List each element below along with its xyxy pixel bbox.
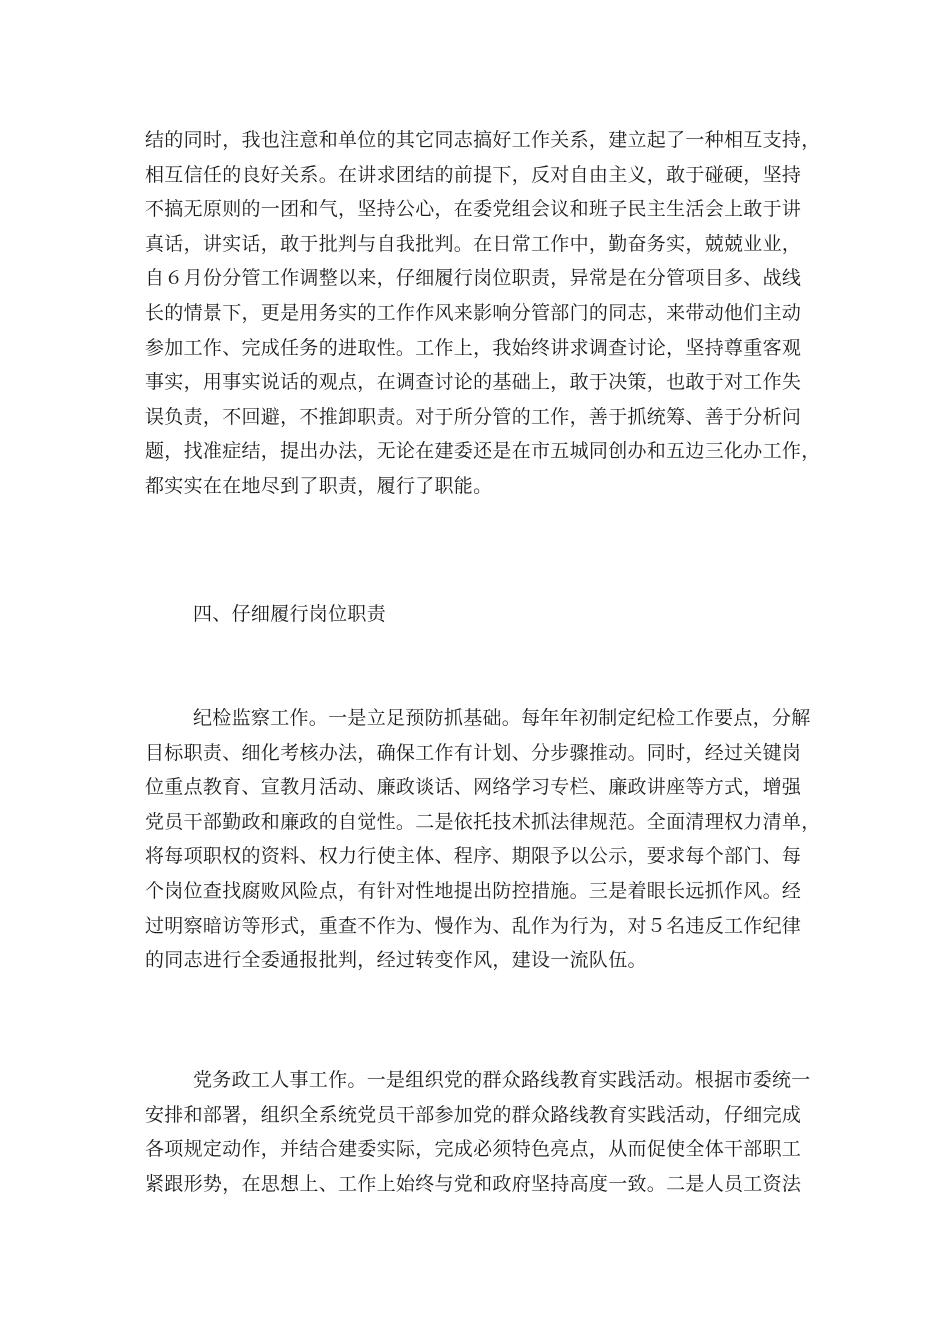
paragraph-discipline-inspection — [145, 701, 825, 978]
text-line: 误负责，不回避，不推卸职责。对于所分管的工作，善于抓统筹、善于分析问 — [145, 405, 802, 428]
text-line: 位重点教育、宣教月活动、廉政谈话、网络学习专栏、廉政讲座等方式，增强 — [145, 776, 802, 799]
text-line: 长的情景下，更是用务实的工作作风来影响分管部门的同志，来带动他们主动 — [145, 301, 802, 324]
text-line: 参加工作、完成任务的进取性。工作上，我始终讲求调查讨论，坚持尊重客观 — [145, 336, 802, 359]
text-line: 的同志进行全委通报批判，经过转变作风，建设一流队伍。 — [145, 949, 647, 972]
text-line: 不搞无原则的一团和气，坚持公心，在委党组会议和班子民主生活会上敢于讲 — [145, 198, 802, 221]
text-line: 纪检监察工作。一是立足预防抓基础。每年年初制定纪检工作要点，分解 — [193, 707, 811, 729]
paragraph-continuation — [145, 123, 825, 504]
section-heading — [145, 597, 825, 632]
text-line: 目标职责、细化考核办法，确保工作有计划、分步骤推动。同时，经过关键岗 — [145, 741, 802, 764]
text-line: 个岗位查找腐败风险点，有针对性地提出防控措施。三是着眼长远抓作风。经 — [145, 879, 802, 902]
text-line: 真话，讲实话，敢于批判与自我批判。在日常工作中，勤奋务实，兢兢业业， — [145, 232, 802, 255]
text-line: 事实，用事实说话的观点，在调查讨论的基础上，敢于决策，也敢于对工作失 — [145, 371, 802, 394]
text-line: 结的同时，我也注意和单位的其它同志搞好工作关系，建立起了一种相互支持， — [145, 129, 821, 151]
text-line: 相互信任的良好关系。在讲求团结的前提下，反对自由主义，敢于碰硬，坚持 — [145, 163, 802, 186]
text-line: 党务政工人事工作。一是组织党的群众路线教育实践活动。根据市委统一 — [193, 1069, 811, 1091]
text-line: 自６月份分管工作调整以来，仔细履行岗位职责，异常是在分管项目多、战线 — [145, 267, 802, 290]
text-line: 题，找准症结，提出办法，无论在建委还是在市五城同创办和五边三化办工作， — [145, 440, 821, 463]
paragraph-party-affairs — [145, 1063, 825, 1201]
text-line: 党员干部勤政和廉政的自觉性。二是依托技术抓法律规范。全面清理权力清单， — [145, 810, 821, 833]
text-line: 安排和部署，组织全系统党员干部参加党的群众路线教育实践活动，仔细完成 — [145, 1103, 802, 1126]
section-heading-text: 四、仔细履行岗位职责 — [193, 603, 387, 625]
text-line: 过明察暗访等形式，重查不作为、慢作为、乱作为行为，对５名违反工作纪律 — [145, 914, 802, 937]
text-line: 紧跟形势，在思想上、工作上始终与党和政府坚持高度一致。二是人员工资法 — [145, 1172, 802, 1195]
text-line: 都实实在在地尽到了职责，履行了职能。 — [145, 474, 493, 497]
text-line: 各项规定动作，并结合建委实际，完成必须特色亮点，从而促使全体干部职工 — [145, 1138, 802, 1161]
text-line: 将每项职权的资料、权力行使主体、程序、期限予以公示，要求每个部门、每 — [145, 845, 802, 868]
